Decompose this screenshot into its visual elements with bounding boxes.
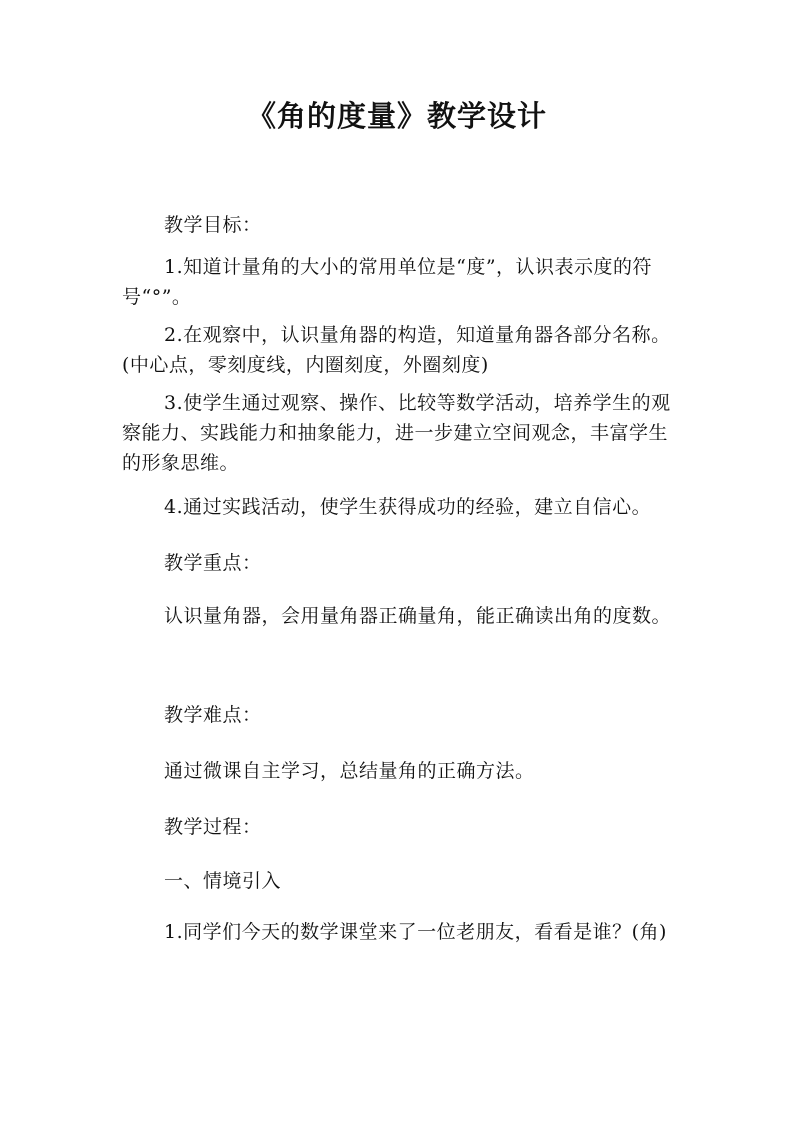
objective-3: 3.使学生通过观察、操作、比较等数学活动，培养学生的观察能力、实践能力和抽象能力，进一步建立空间观念，丰富学生的形象思维。	[122, 392, 671, 474]
part-1-item-1: 1.同学们今天的数学课堂来了一位老朋友，看看是谁？(角)	[164, 921, 667, 943]
objective-2: 2.在观察中，认识量角器的构造，知道量角器各部分名称。(中心点，零刻度线，内圈刻度，外圈刻度)	[122, 324, 671, 376]
difficulties-text: 通过微课自主学习，总结量角的正确方法。	[164, 760, 535, 782]
difficulties-heading: 教学难点：	[164, 704, 262, 726]
objective-4: 4.通过实践活动，使学生获得成功的经验，建立自信心。	[164, 496, 652, 518]
key-points-heading: 教学重点：	[164, 552, 262, 574]
document-title: 《角的度量》教学设计	[246, 99, 547, 133]
key-points-text: 认识量角器，会用量角器正确量角，能正确读出角的度数。	[164, 605, 672, 627]
part-1-heading: 一、情境引入	[164, 870, 282, 892]
process-heading: 教学过程：	[164, 816, 262, 838]
objective-1: 1.知道计量角的大小的常用单位是“度”，认识表示度的符号“°”。	[122, 256, 653, 308]
objectives-heading: 教学目标：	[164, 214, 262, 236]
